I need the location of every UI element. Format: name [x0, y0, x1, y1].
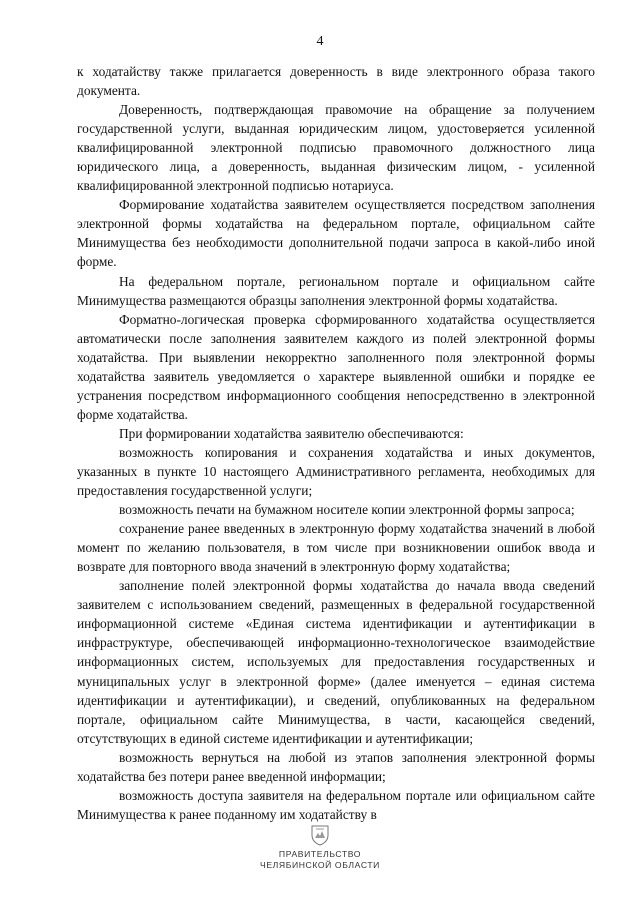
- issuer-name-line-1: ПРАВИТЕЛЬСТВО: [278, 849, 362, 859]
- issuer-name-line-2: ЧЕЛЯБИНСКОЙ ОБЛАСТИ: [260, 860, 380, 870]
- paragraph-3: Формирование ходатайства заявителем осуществляется посредством заполнения электронной формы ходатайства на федеральном портале, официальном сайте Минимущества без необходимости дополнительной подачи запроса в какой-либо иной форме.: [77, 197, 595, 270]
- list-item-6: возможность доступа заявителя на федеральном портале или официальном сайте Минимущества к ранее поданному им ходатайству в: [77, 787, 595, 822]
- page-number: 4: [316, 34, 324, 49]
- list-item-5: возможность вернуться на любой из этапов заполнения электронной формы ходатайства без потери ранее введенной информации;: [77, 749, 595, 784]
- list-item-3: сохранение ранее введенных в электронную форму ходатайства значений в любой момент по желанию пользователя, в том числе при возникновении ошибок ввода и возврате для повторного ввода значений в электронную форму ходатайства;: [77, 521, 595, 575]
- paragraph-1: к ходатайству также прилагается доверенность в виде электронного образа такого документа.: [77, 64, 595, 99]
- list-item-4: заполнение полей электронной формы ходатайства до начала ввода сведений заявителем с использованием сведений, размещенных в федеральной государственной информационной системе «Единая система идентификации и аутентификации в инфраструктуре, обеспечивающей информационно-технологическое взаимодействие информационных систем, используемых для предоставления государственных и муниципальных услуг в электронной форме» (далее именуется – единая система идентификации и аутентификации), и сведений, опубликованных на федеральном портале, официальном сайте Минимущества, в части, касающейся сведений, отсутствующих в единой системе идентификации и аутентификации;: [77, 578, 595, 746]
- coat-of-arms-icon: [308, 823, 332, 847]
- issuer-stamp: [0, 823, 640, 871]
- paragraph-2: Доверенность, подтверждающая правомочие на обращение за получением государственной услуги, выданная юридическим лицом, удостоверяется усиленной квалифицированной электронной подписью правомочного должностного лица юридического лица, а доверенность, выданная физическим лицом, - усиленной квалифицированной электронной подписью нотариуса.: [77, 102, 595, 194]
- paragraph-5: Форматно-логическая проверка сформированного ходатайства осуществляется автоматически после заполнения заявителем каждого из полей электронной формы ходатайства. При выявлении некорректно заполненного поля электронной формы ходатайства заявитель уведомляется о характере выявленной ошибки и порядке ее устранения посредством информационного сообщения непосредственно в электронной форме ходатайства.: [77, 311, 595, 422]
- paragraph-4: На федеральном портале, региональном портале и официальном сайте Минимущества размещаются образцы заполнения электронной формы ходатайства.: [77, 273, 595, 308]
- list-item-1: возможность копирования и сохранения ходатайства и иных документов, указанных в пункте 10 настоящего Административного регламента, необходимых для предоставления государственной услуги;: [77, 444, 595, 499]
- paragraph-6: При формировании ходатайства заявителю обеспечиваются:: [119, 425, 464, 441]
- document-body: [77, 62, 595, 824]
- list-item-2: возможность печати на бумажном носителе копии электронной формы запроса;: [119, 502, 575, 518]
